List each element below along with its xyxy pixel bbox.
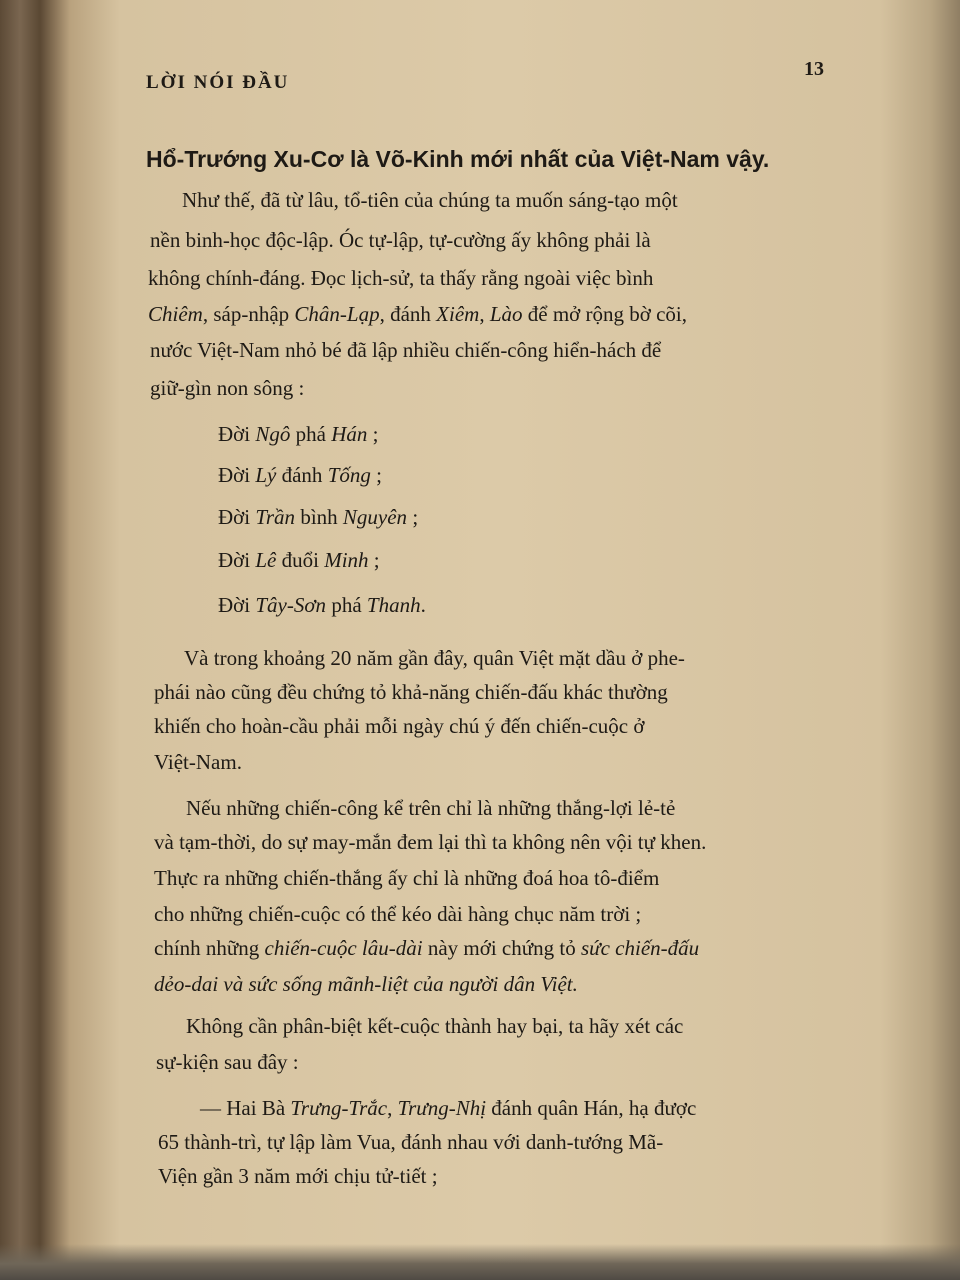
paragraph-2-line-3: khiến cho hoàn-cầu phải mỗi ngày chú ý đến chiến-cuộc ở [154,714,645,738]
paragraph-4-line-2: sự-kiện sau đây : [156,1050,299,1074]
paragraph-1-line-6: giữ-gìn non sông : [150,376,305,400]
paragraph-2-line-1: Và trong khoảng 20 năm gần đây, quân Việt mặt dầu ở phe- [184,646,685,670]
paragraph-2-line-2: phái nào cũng đều chứng tỏ khả-năng chiến-đấu khác thường [154,680,668,704]
paragraph-2-line-4: Việt-Nam. [154,750,242,774]
dynasty-line: Đời Lê đuổi Minh ; [218,548,380,572]
running-title: LỜI NÓI ĐẦU [146,72,290,93]
paragraph-5-line-2: 65 thành-trì, tự lập làm Vua, đánh nhau với danh-tướng Mã- [158,1130,664,1154]
paragraph-1-line-1: Như thế, đã từ lâu, tổ-tiên của chúng ta muốn sáng-tạo một [182,188,678,212]
paragraph-5-line-3: Viện gần 3 năm mới chịu tử-tiết ; [158,1164,438,1188]
paragraph-3-line-5: chính những chiến-cuộc lâu-dài này mới chứng tỏ sức chiến-đấu [154,936,700,960]
page-number: 13 [804,58,824,80]
dynasty-line: Đời Ngô phá Hán ; [218,422,379,446]
paragraph-1-line-5: nước Việt-Nam nhỏ bé đã lập nhiều chiến-công hiển-hách để [150,338,662,362]
lead-line: Hổ-Trướng Xu-Cơ là Võ-Kinh mới nhất của Việt-Nam vậy. [146,146,770,172]
paragraph-1-line-3: không chính-đáng. Đọc lịch-sử, ta thấy rằng ngoài việc bình [148,266,654,290]
paragraph-1-line-2: nền binh-học độc-lập. Óc tự-lập, tự-cường ấy không phải là [150,228,651,252]
paragraph-3-line-6: dẻo-dai và sức sống mãnh-liệt của người dân Việt. [154,972,578,996]
paragraph-1-line-4: Chiêm, sáp-nhập Chân-Lạp, đánh Xiêm, Lào để mở rộng bờ cõi, [148,302,688,326]
book-page [70,0,950,1250]
dynasty-line: Đời Trần bình Nguyên ; [218,505,419,529]
dynasty-line: Đời Tây-Sơn phá Thanh. [218,593,426,617]
paragraph-5-line-1: — Hai Bà Trưng-Trắc, Trưng-Nhị đánh quân Hán, hạ được [200,1096,697,1120]
paragraph-3-line-2: và tạm-thời, do sự may-mắn đem lại thì ta không nên vội tự khen. [154,830,707,854]
paragraph-3-line-1: Nếu những chiến-công kể trên chỉ là những thắng-lợi lẻ-tẻ [186,796,676,820]
paragraph-4-line-1: Không cần phân-biệt kết-cuộc thành hay bại, ta hãy xét các [186,1014,684,1038]
paragraph-3-line-3: Thực ra những chiến-thắng ấy chỉ là những đoá hoa tô-điểm [154,866,660,890]
paragraph-3-line-4: cho những chiến-cuộc có thể kéo dài hàng chục năm trời ; [154,902,642,926]
dynasty-line: Đời Lý đánh Tống ; [218,463,382,487]
